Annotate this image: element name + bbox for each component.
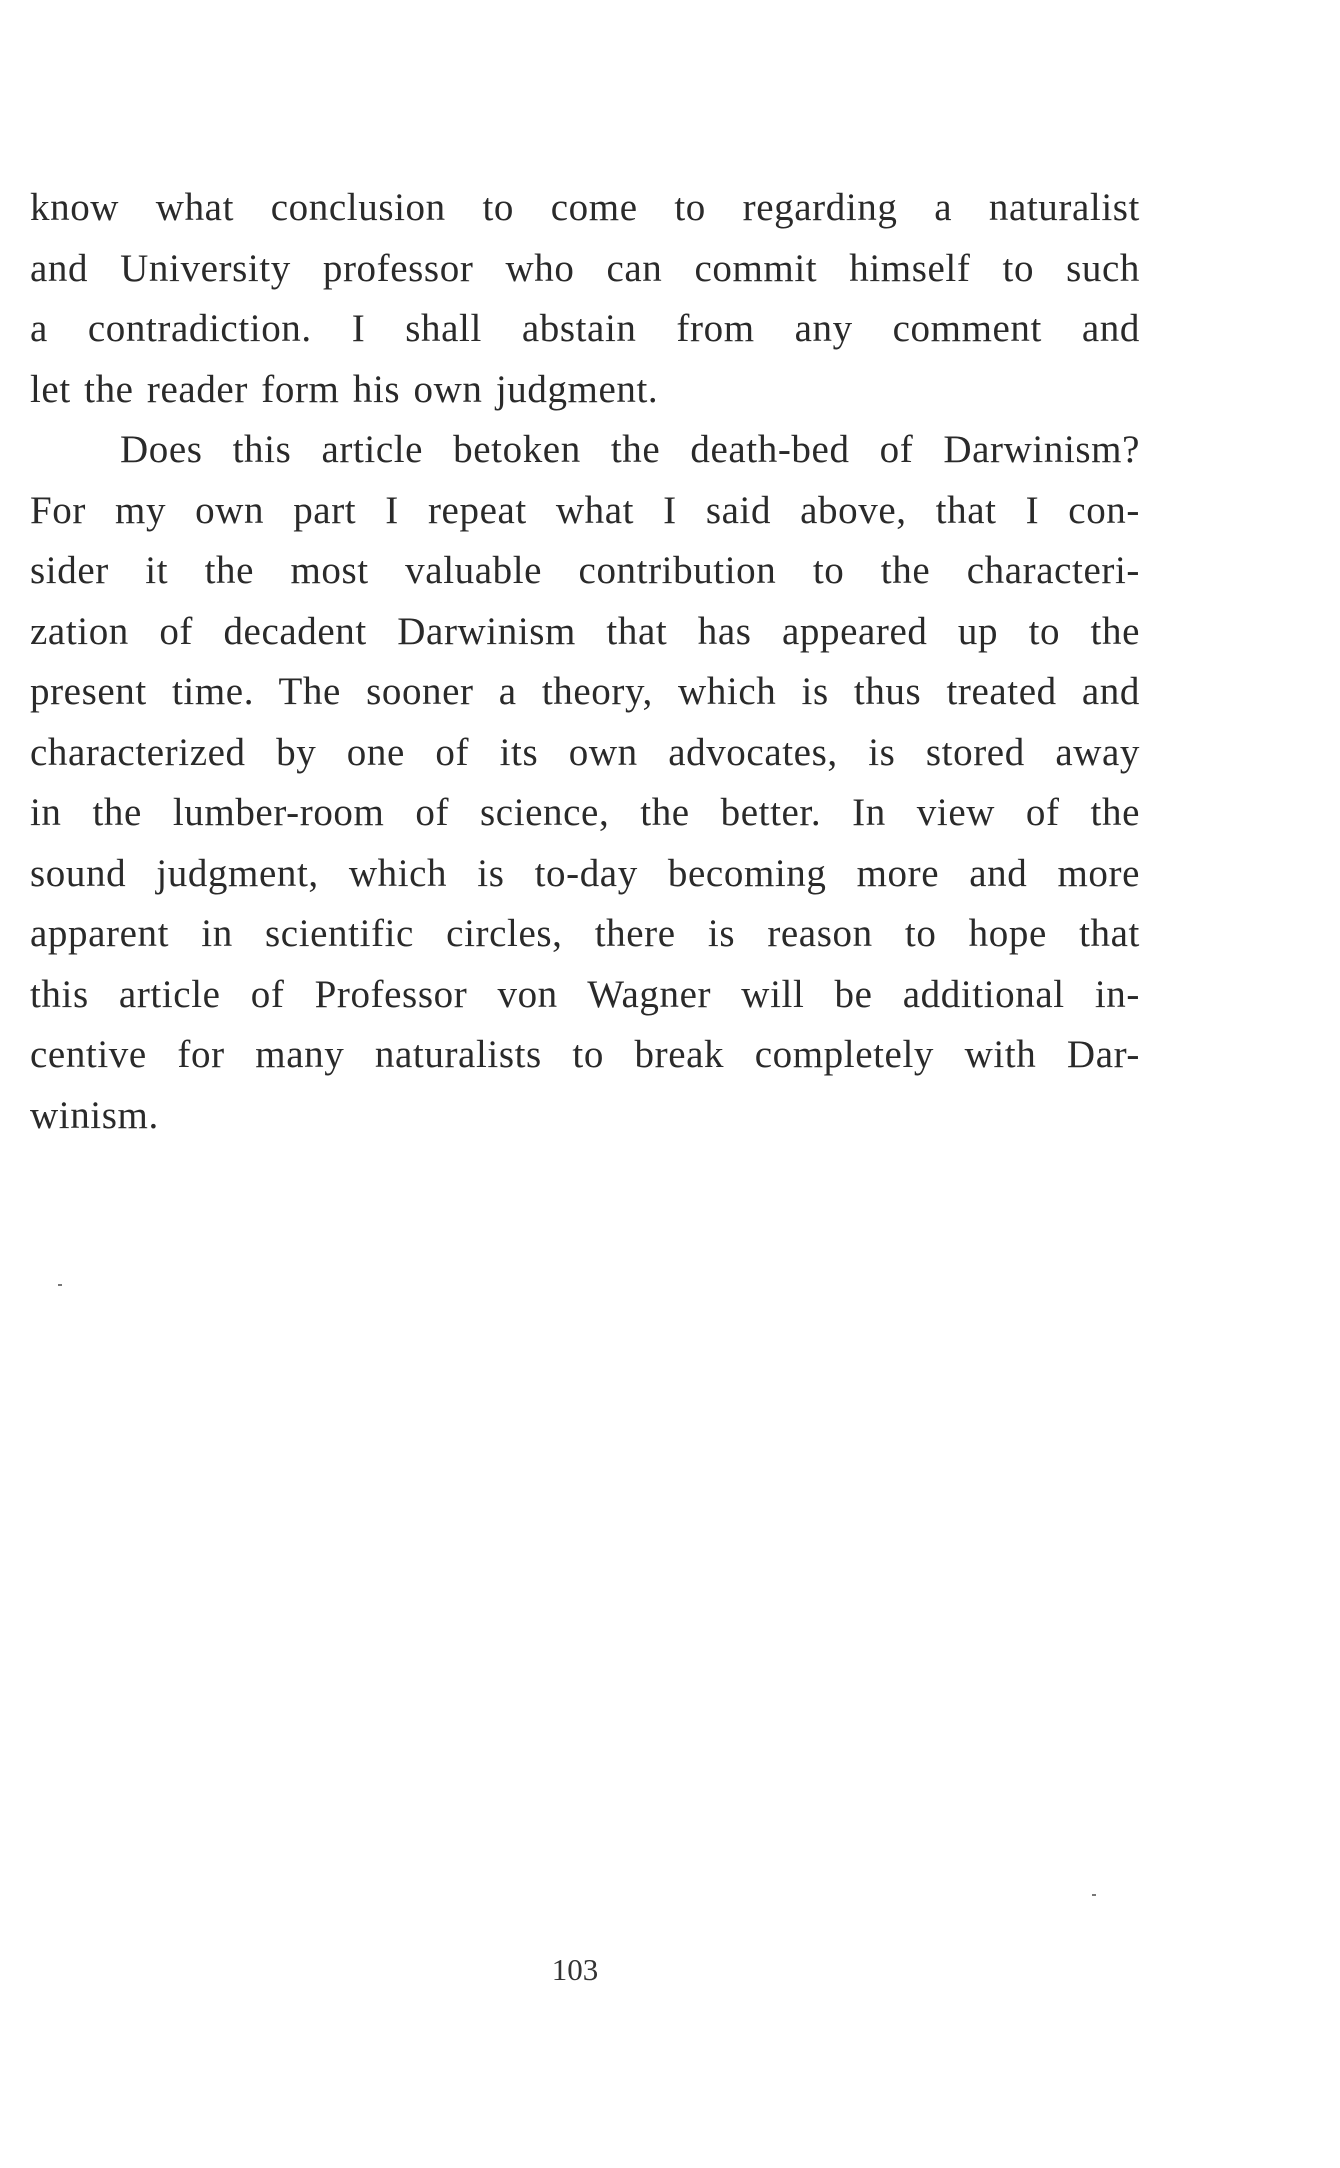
text-line: Does this article betoken the death-bed of Darwinism? [120, 428, 1140, 471]
text-line: sound judgment, which is to-day becoming more and more [30, 851, 1140, 895]
text-line: centive for many naturalists to break completely with Dar- [30, 1033, 1140, 1076]
body-text [30, 178, 1140, 1146]
scan-speck [58, 1284, 62, 1286]
text-line: and University professor who can commit himself to such [30, 246, 1140, 290]
text-line: in the lumber-room of science, the better. In view of the [30, 791, 1140, 834]
text-line: a contradiction. I shall abstain from any comment and [30, 307, 1140, 350]
text-line: this article of Professor von Wagner will be additional in- [30, 972, 1140, 1016]
text-line: sider it the most valuable contribution to the characteri- [30, 549, 1140, 592]
paragraph-2 [30, 420, 1140, 1146]
text-line: characterized by one of its own advocates, is stored away [30, 730, 1140, 774]
text-line: know what conclusion to come to regarding a naturalist [30, 186, 1140, 229]
text-line: present time. The sooner a theory, which is thus treated and [30, 670, 1140, 713]
page-number: 103 [551, 1952, 599, 1987]
paragraph-1 [30, 178, 1140, 420]
text-line: apparent in scientific circles, there is reason to hope that [30, 912, 1140, 955]
text-line: zation of decadent Darwinism that has appeared up to the [30, 609, 1140, 653]
scan-speck [1092, 1894, 1096, 1896]
text-line: For my own part I repeat what I said above, that I con- [30, 488, 1140, 532]
text-line: winism. [30, 1093, 159, 1137]
text-line: let the reader form his own judgment. [30, 367, 659, 411]
